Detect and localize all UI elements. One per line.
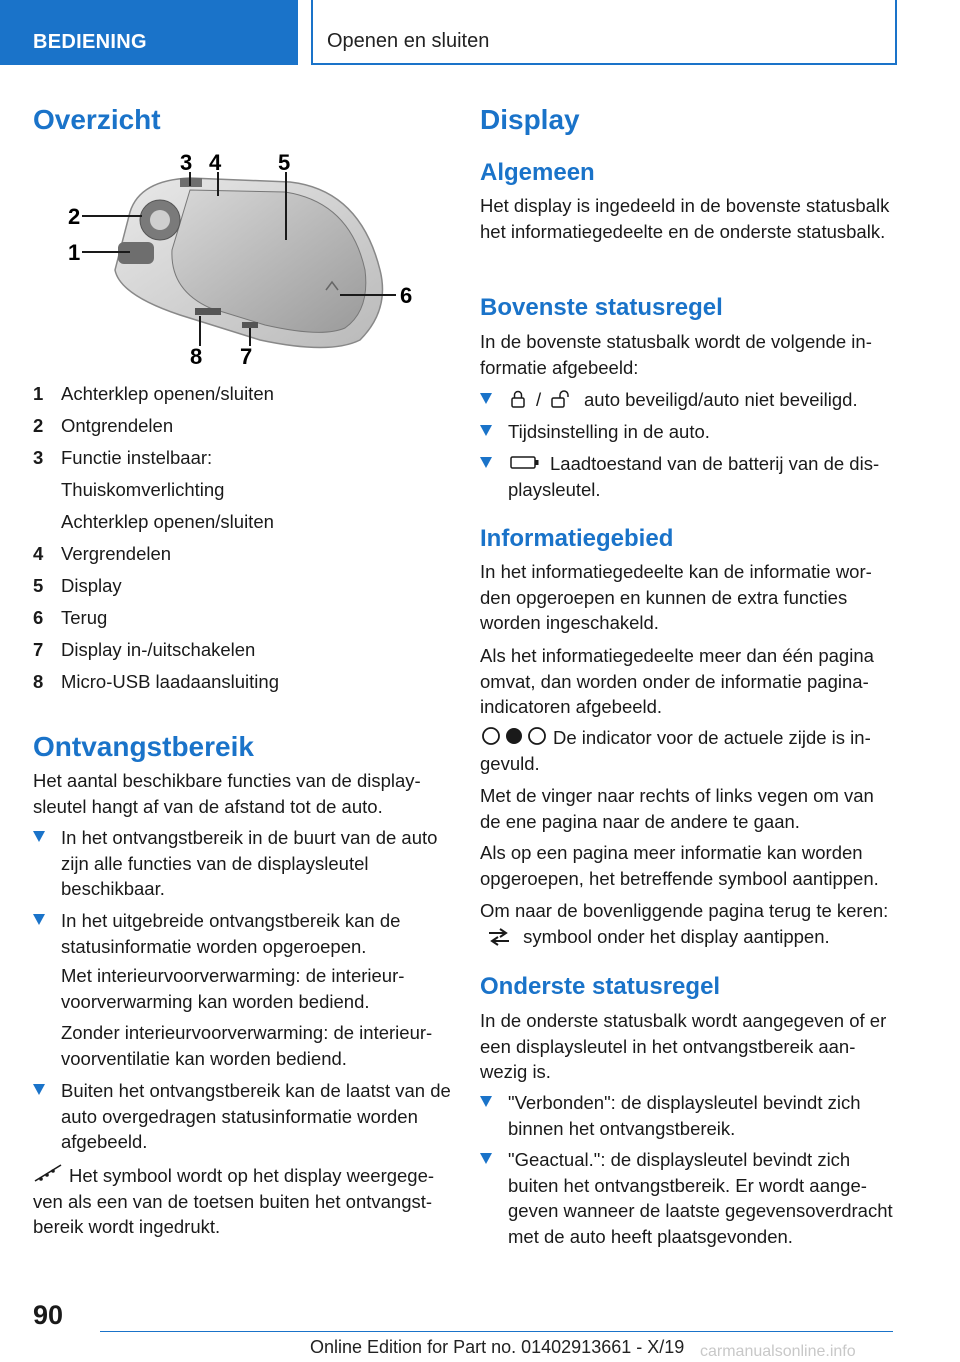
overzicht-heading: Overzicht [33,104,161,135]
lock-open-icon [550,389,580,409]
display-heading: Display [480,104,580,135]
lock-closed-icon [510,389,526,409]
info-paragraph: In het informatiegedeelte kan de informatie worden opgeroepen en kunnen de extra functies worden ingeschakeld. [480,561,872,633]
bullet-triangle-icon [480,425,492,436]
algemeen-text: Het display is ingedeeld in de bovenste statusbalk het informatiegedeelte en de onderste statusbalk. [480,195,890,242]
callout-1: 1 [68,240,81,265]
bovenste-heading: Bovenste statusregel [480,294,723,321]
footer-rule [100,1331,893,1332]
edition-note: Online Edition for Part no. 01402913661 - X/19 [310,1337,685,1357]
callout-3: 3 [180,150,193,175]
bullet-triangle-icon [33,914,45,925]
bullet-triangle-icon [480,457,492,468]
chapter-tab [311,0,897,65]
back-arrow-icon [486,928,512,946]
info-paragraph: Als het informatiegedeelte meer dan één pagina omvat, dan worden onder de informatie paginaindicatoren afgebeeld. [480,645,874,717]
info-paragraph: Om naar de bovenliggende pagina terug te keren: symbool onder het display aantippen. [480,900,889,947]
section-label: BEDIENING [33,31,147,53]
info-paragraph: Met de vinger naar rechts of links vegen om van de ene pagina naar de andere te gaan. [480,785,874,832]
ontvangstbereik-heading: Ontvangstbereik [33,731,254,762]
bullet-triangle-icon [33,831,45,842]
sub-paragraph: Zonder interieurvoorverwarming: de interieurvoorventilatie kan worden bediend. [61,1022,433,1069]
algemeen-heading: Algemeen [480,159,595,186]
page-number: 90 [33,1300,64,1330]
onderste-text: In de onderste statusbalk wordt aangegeven of er een displaysleutel in het ontvangstbereik aanwezig is. [480,1010,887,1082]
callout-6: 6 [400,283,413,308]
slash-separator: / [536,389,542,410]
chapter-label: Openen en sluiten [327,30,490,52]
display-key-illustration [60,150,420,370]
bullet-triangle-icon [480,393,492,404]
onderste-heading: Onderste statusregel [480,973,721,1000]
bullet-triangle-icon [33,1084,45,1095]
bovenste-text: In de bovenste statusbalk wordt de volgende informatie afgebeeld: [480,331,872,378]
informatiegebied-heading: Informatiegebied [480,525,674,552]
callout-8: 8 [190,344,203,369]
sub-paragraph: Met interieurvoorverwarming: de interieurvoorverwarming kan worden bediend. [61,965,405,1012]
callout-5: 5 [278,150,291,175]
info-paragraph: Als op een pagina meer informatie kan worden opgeroepen, het betreffende symbool aantippen. [480,842,879,889]
section-tab [0,0,298,65]
symbol-note: Het symbool wordt op het display weergegeven als een van de toetsen buiten het ontvangstbereik wordt ingedrukt. [33,1165,435,1237]
ontvangstbereik-intro: Het aantal beschikbare functies van de displaysleutel hangt af van de afstand tot de auto. [33,770,421,817]
callout-7: 7 [240,344,253,369]
callout-2: 2 [68,204,81,229]
bullet-triangle-icon [480,1096,492,1107]
bullet-triangle-icon [480,1153,492,1164]
info-paragraph: De indicator voor de actuele zijde is ingevuld. [480,727,871,774]
callout-4: 4 [209,150,222,175]
watermark: carmanualsonline.info [700,1343,856,1360]
